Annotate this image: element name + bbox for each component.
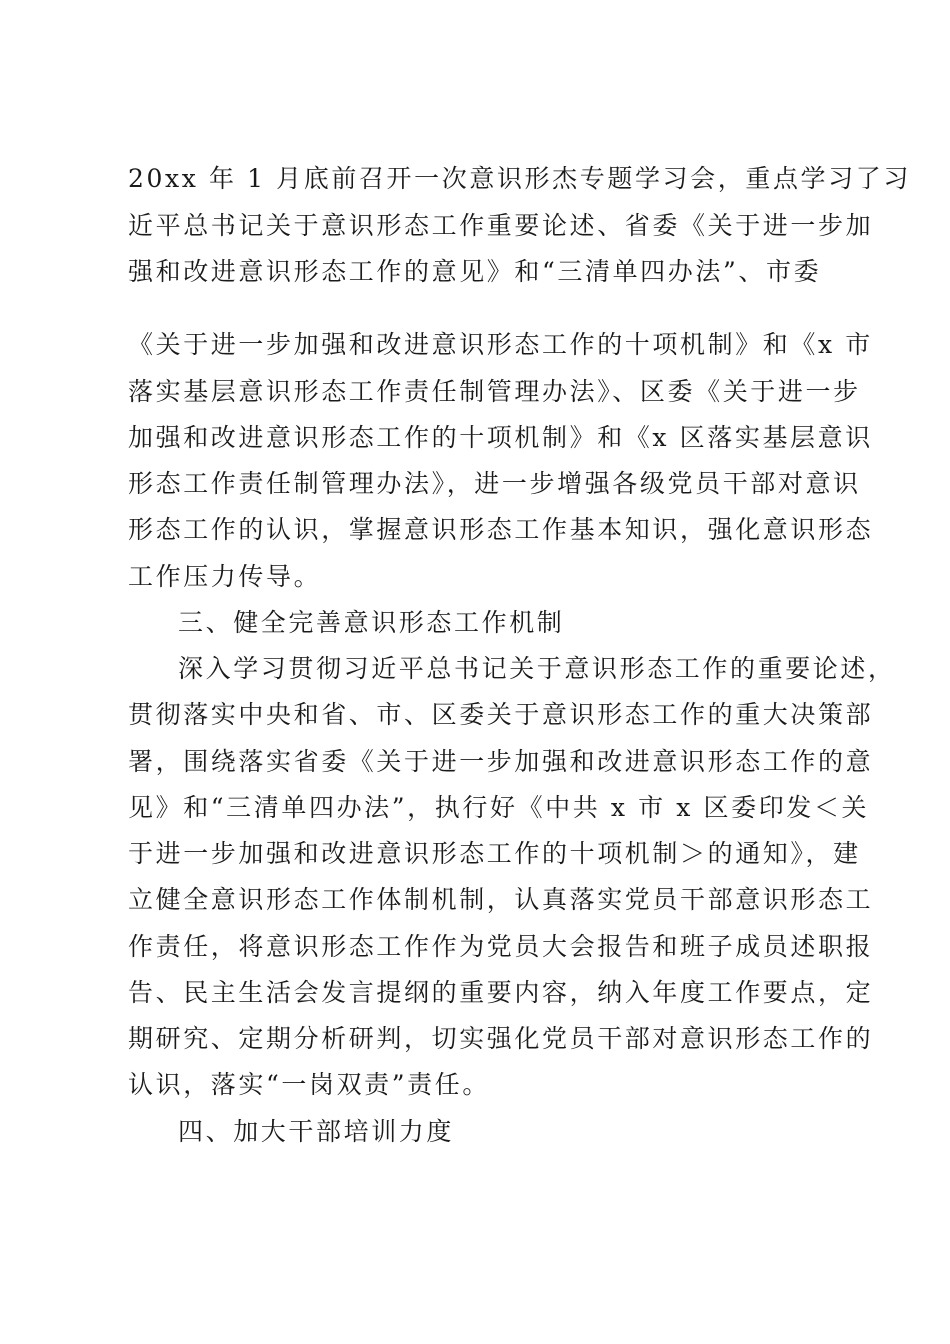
paragraph-line: 期研究、定期分析研判，切实强化党员干部对意识形态工作的	[128, 1024, 874, 1053]
paragraph-line: 形态工作责任制管理办法》，进一步增强各级党员干部对意识	[128, 469, 861, 498]
section-heading-4: 四、加大干部培训力度	[178, 1117, 455, 1146]
paragraph-line: 署，围绕落实省委《关于进一步加强和改进意识形态工作的意	[128, 747, 874, 776]
paragraph-line: 见》和“三清单四办法”，执行好《中共 x 市 x 区委印发＜关	[128, 793, 870, 822]
section-heading-3: 三、健全完善意识形态工作机制	[178, 608, 565, 637]
paragraph-line: 形态工作的认识，掌握意识形态工作基本知识，强化意识形态	[128, 515, 874, 544]
paragraph-line: 《关于进一步加强和改进意识形态工作的十项机制》和《x 市	[128, 330, 873, 359]
paragraph-line: 20xx 年 1 月底前召开一次意识形杰专题学习会，重点学习了习	[128, 164, 911, 193]
paragraph-line: 告、民主生活会发言提纲的重要内容，纳入年度工作要点，定	[128, 978, 874, 1007]
paragraph-line: 贯彻落实中央和省、市、区委关于意识形态工作的重大决策部	[128, 700, 874, 729]
paragraph-line: 于进一步加强和改进意识形态工作的十项机制＞的通知》，建	[128, 839, 861, 868]
paragraph-line: 工作压力传导。	[128, 562, 322, 591]
paragraph-line: 深入学习贯彻习近平总书记关于意识形态工作的重要论述，	[178, 654, 896, 683]
paragraph-line: 近平总书记关于意识形态工作重要论述、省委《关于进一步加	[128, 211, 874, 240]
paragraph-line: 落实基层意识形态工作责任制管理办法》、区委《关于进一步	[128, 377, 861, 406]
paragraph-line: 作责任，将意识形态工作作为党员大会报告和班子成员述职报	[128, 932, 874, 961]
paragraph-line: 强和改进意识形态工作的意见》和“三清单四办法”、市委	[128, 257, 822, 286]
paragraph-line: 加强和改进意识形态工作的十项机制》和《x 区落实基层意识	[128, 423, 873, 452]
paragraph-line: 立健全意识形态工作体制机制，认真落实党员干部意识形态工	[128, 885, 874, 914]
paragraph-line: 认识，落实“一岗双责”责任。	[128, 1070, 490, 1099]
